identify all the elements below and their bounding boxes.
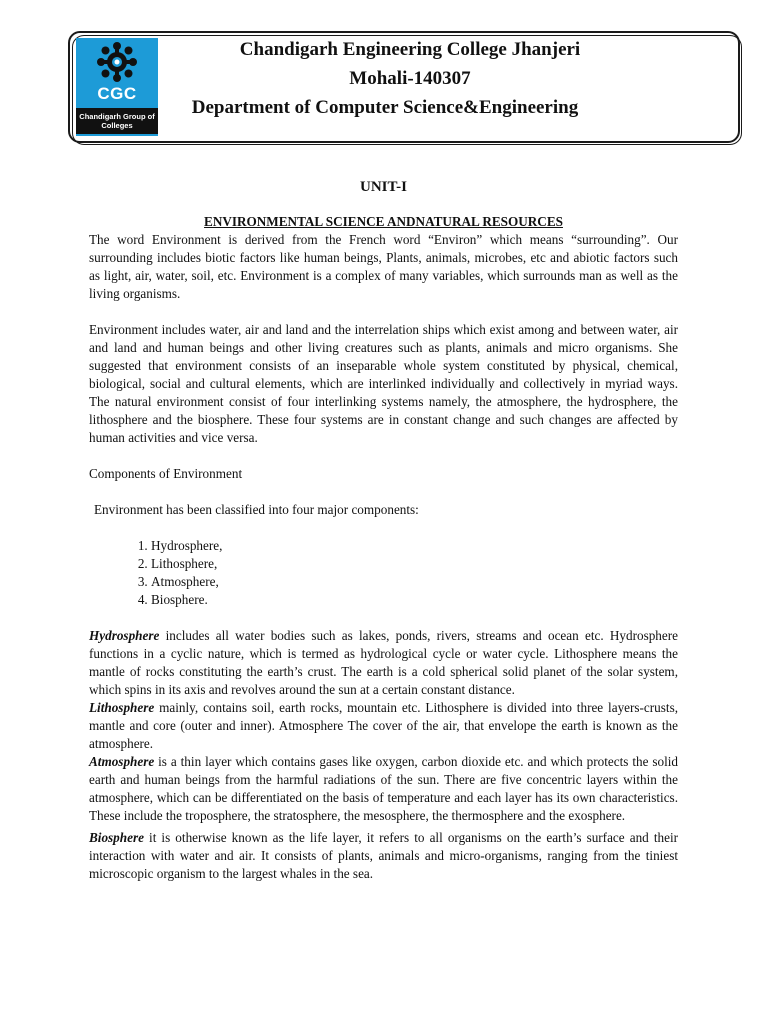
document-body	[89, 178, 678, 883]
lithosphere-term: Lithosphere	[89, 700, 155, 715]
biosphere-paragraph	[89, 829, 678, 883]
atmosphere-text: is a thin layer which contains gases like oxygen, carbon dioxide etc. and which protects the solid earth and human beings from the harmful radiations of the sun. There are five concentric layers within the atmosphere, which can be differentiated on the basis of temperature and each layer has its own characteristics. These include the troposphere, the stratosphere, the mesosphere, the thermosphere and the exosphere.	[89, 754, 678, 823]
atmosphere-term: Atmosphere	[89, 754, 155, 769]
environment-paragraph: Environment includes water, air and land and the interrelation ships which exist among and between water, air and land and human beings and other living creatures such as plants, animals and micro organisms. She suggested that environment consists of an inseparable whole system constituted by physical, chemical, biological, social and cultural elements, which are interlinked individually and collectively in myriad ways. The natural environment consist of four interlinking systems namely, the atmosphere, the hydrosphere, the lithosphere and the biosphere. These four systems are in constant change and such changes are affected by human activities and vice versa.	[89, 322, 678, 445]
logo-subtitle: Chandigarh Group of Colleges	[76, 108, 158, 134]
list-item: 3. Atmosphere,	[151, 573, 678, 591]
college-address: Mohali-140307	[349, 68, 471, 89]
biosphere-term: Biosphere	[89, 830, 144, 845]
lithosphere-text: mainly, contains soil, earth rocks, mountain etc. Lithosphere is divided into three layers-crusts, mantle and core (outer and inner). Atmosphere The cover of the air, that envelope the earth is known as the atmosphere.	[89, 700, 678, 751]
list-item: 2. Lithosphere,	[151, 555, 678, 573]
components-heading: Components of Environment	[89, 466, 243, 481]
list-item: 4. Biosphere.	[151, 591, 678, 609]
intro-paragraph: The word Environment is derived from the French word “Environ” which means “surrounding”. Our surrounding includes biotic factors like human beings, Plants, animals, microbes, etc and abiotic factors such as light, air, water, soil, etc. Environment is a complex of many variables, which surrounds man as well as the living organisms.	[89, 232, 678, 301]
unit-title: UNIT-I	[360, 179, 407, 195]
biosphere-text: it is otherwise known as the life layer, it refers to all organisms on the earth’s surface and their interaction with water and air. It consists of plants, animals and micro-organisms, ranging from the tiniest microscopic organism to the largest whales in the sea.	[89, 830, 678, 881]
atmosphere-paragraph	[89, 753, 678, 825]
section-title: ENVIRONMENTAL SCIENCE ANDNATURAL RESOURCES	[204, 214, 563, 229]
components-intro: Environment has been classified into four major components:	[94, 502, 419, 517]
college-name: Chandigarh Engineering College Jhanjeri	[239, 39, 581, 60]
college-logo	[76, 38, 158, 136]
department-name: Department of Computer Science&Engineering	[191, 97, 579, 118]
lithosphere-paragraph	[89, 699, 678, 753]
gear-emblem-icon	[76, 38, 158, 86]
hydrosphere-term: Hydrosphere	[89, 628, 160, 643]
hydrosphere-paragraph	[89, 627, 678, 699]
logo-abbreviation: CGC	[97, 84, 137, 103]
hydrosphere-text: includes all water bodies such as lakes, ponds, rivers, streams and ocean etc. Hydrosphere functions in a cyclic nature, which is termed as hydrological cycle or water cycle. Lithosphere means the mantle of rocks constituting the earth’s crust. The earth is a cold spherical solid planet of the solar system, which spins in its axis and revolves around the sun at a certain constant distance.	[89, 628, 678, 697]
components-list	[89, 537, 678, 609]
list-item: 1. Hydrosphere,	[151, 537, 678, 555]
